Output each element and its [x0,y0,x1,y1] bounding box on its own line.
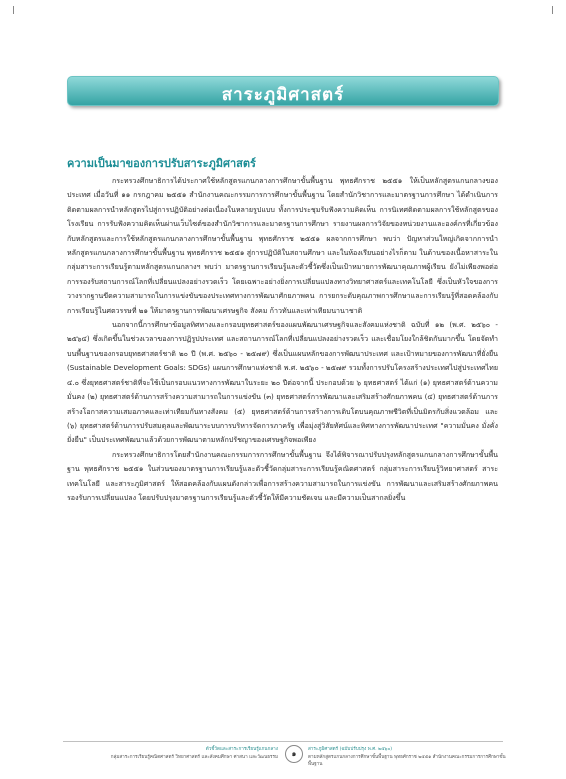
footer-left-subtitle: กลุ่มสาระการเรียนรู้คณิตศาสตร์ วิทยาศาสตร์ และสังคมศึกษา ศาสนา และวัฒนธรรม [110,754,278,760]
footer-right-title: สาระภูมิศาสตร์ (ฉบับปรับปรุง พ.ศ. ๒๕๖๐) [308,747,393,752]
page-number: ๑ [285,745,303,763]
footer-left [64,746,278,761]
paragraph-3: กระทรวงศึกษาธิการโดยสำนักงานคณะกรรมการการศึกษาขั้นพื้นฐาน จึงได้พิจารณาปรับปรุงหลักสูตรแกนกลางการศึกษาขั้นพื้นฐาน พุทธศักราช ๒๕๕๑ ในส่วนของมาตรฐานการเรียนรู้และตัวชี้วัดกลุ่มสาระการเรียนรู้คณิตศาสตร์ กลุ่มสาระการเรียนรู้วิทยาศาสตร์ สาระเทคโนโลยี และสาระภูมิศาสตร์ ให้สอดคล้องกับแผนดังกล่าวเพื่อการสร้างความสามารถในการแข่งขัน การพัฒนาและเสริมสร้างศักยภาพคน รองรับการเปลี่ยนแปลง โดยปรับปรุงมาตรฐานการเรียนรู้และตัวชี้วัดให้มีความชัดเจน และมีความเป็นสากลยิ่งขึ้น [67,449,498,502]
footer-divider [63,741,503,742]
footer-right-subtitle: ตามหลักสูตรแกนกลางการศึกษาขั้นพื้นฐาน พุทธศักราช ๒๕๕๑ สำนักงานคณะกรรมการการศึกษาขั้นพื้นฐาน [308,754,506,767]
title-banner [67,76,499,106]
crop-mark-right [552,6,553,14]
paragraph-1: กระทรวงศึกษาธิการได้ประกาศใช้หลักสูตรแกนกลางการศึกษาขั้นพื้นฐาน พุทธศักราช ๒๕๕๑ ให้เป็นหลักสูตรแกนกลางของประเทศ เมื่อวันที่ ๑๑ กรกฎาคม ๒๕๕๑ สำนักงานคณะกรรมการการศึกษาขั้นพื้นฐาน โดยสำนักวิชาการและมาตรฐานการศึกษา ได้ดำเนินการติดตามผลการนำหลักสูตรไปสู่การปฏิบัติอย่างต่อเนื่องในหลายรูปแบบ ทั้งการประชุมรับฟังความคิดเห็น การนิเทศติดตามผลการใช้หลักสูตรของโรงเรียน การรับฟังความคิดเห็นผ่านเว็บไซต์ของสำนักวิชาการและมาตรฐานการศึกษา รายงานผลการวิจัยของหน่วยงานและองค์กรที่เกี่ยวข้องกับหลักสูตรและการใช้หลักสูตรแกนกลางการศึกษาขั้นพื้นฐาน พุทธศักราช ๒๕๕๑ ผลจากการศึกษา พบว่า ปัญหาส่วนใหญ่เกิดจากการนำหลักสูตรแกนกลางการศึกษาขั้นพื้นฐาน พุทธศักราช ๒๕๕๑ สู่การปฏิบัติในสถานศึกษา และในห้องเรียนอย่างไรก็ตาม ในด้านของเนื้อหาสาระในกลุ่มสาระการเรียนรู้ตามหลักสูตรแกนกลางฯ พบว่า มาตรฐานการเรียนรู้และตัวชี้วัดซึ่งเป็นเป้าหมายการพัฒนาคุณภาพผู้เรียน ยังไม่เพียงพอต่อการรองรับสถานการณ์โลกที่เปลี่ยนแปลงอย่างรวดเร็ว โดยเฉพาะอย่างยิ่งการเปลี่ยนแปลงทางวิทยาศาสตร์และเทคโนโลยี ซึ่งเป็นหัวใจของการวางรากฐานขีดความสามารถในการแข่งขันของประเทศทางการพัฒนาศักยภาพคน การยกระดับคุณภาพการศึกษาและการเรียนรู้ที่สอดคล้องกับการเรียนรู้ในศตวรรษที่ ๒๑ ให้มาตรฐานการพัฒนาเศรษฐกิจ สังคม ก้าวทันและเท่าเทียมนานาชาติ [67,176,498,315]
crop-mark-left [13,6,14,14]
section-heading: ความเป็นมาของการปรับสาระภูมิศาสตร์ [67,157,256,170]
footer-left-title: ตัวชี้วัดและสาระการเรียนรู้แกนกลาง [205,747,278,752]
paragraph-2: นอกจากนี้การศึกษาข้อมูลทิศทางและกรอบยุทธศาสตร์ของแผนพัฒนาเศรษฐกิจและสังคมแห่งชาติ ฉบับที่ ๑๒ (พ.ศ. ๒๕๖๐ - ๒๕๖๔) ซึ่งเกิดขึ้นในช่วงเวลาของการปฏิรูปประเทศ และสถานการณ์โลกที่เปลี่ยนแปลงอย่างรวดเร็ว และเชื่อมโยงใกล้ชิดกันมากขึ้น โดยจัดทำบนพื้นฐานของกรอบยุทธศาสตร์ชาติ ๒๐ ปี (พ.ศ. ๒๕๖๐ - ๒๕๗๙) ซึ่งเป็นแผนหลักของการพัฒนาประเทศ และเป้าหมายของการพัฒนาที่ยั่งยืน (Sustainable Development Goals: SDGs) แผนการศึกษาแห่งชาติ พ.ศ. ๒๕๖๐ - ๒๕๗๙ รวมทั้งการปรับโครงสร้างประเทศไปสู่ประเทศไทย ๔.๐ ซึ่งยุทธศาสตร์ชาติที่จะใช้เป็นกรอบแนวทางการพัฒนาในระยะ ๒๐ ปีต่อจากนี้ ประกอบด้วย ๖ ยุทธศาสตร์ ได้แก่ (๑) ยุทธศาสตร์ด้านความมั่นคง (๒) ยุทธศาสตร์ด้านการสร้างความสามารถในการแข่งขัน (๓) ยุทธศาสตร์การพัฒนาและเสริมสร้างศักยภาพคน (๔) ยุทธศาสตร์ด้านการสร้างโอกาสความเสมอภาคและเท่าเทียมกันทางสังคม (๕) ยุทธศาสตร์ด้านการสร้างการเติบโตบนคุณภาพชีวิตที่เป็นมิตรกับสิ่งแวดล้อม และ (๖) ยุทธศาสตร์ด้านการปรับสมดุลและพัฒนาระบบการบริหารจัดการภาครัฐ เพื่อมุ่งสู่วิสัยทัศน์และทิศทางการพัฒนาประเทศ "ความมั่นคง มั่งคั่ง ยั่งยืน" เป็นประเทศพัฒนาแล้วด้วยการพัฒนาตามหลักปรัชญาของเศรษฐกิจพอเพียง [67,320,498,445]
footer-right [308,746,508,769]
banner-title: สาระภูมิศาสตร์ [221,85,345,105]
body-text [67,174,498,505]
